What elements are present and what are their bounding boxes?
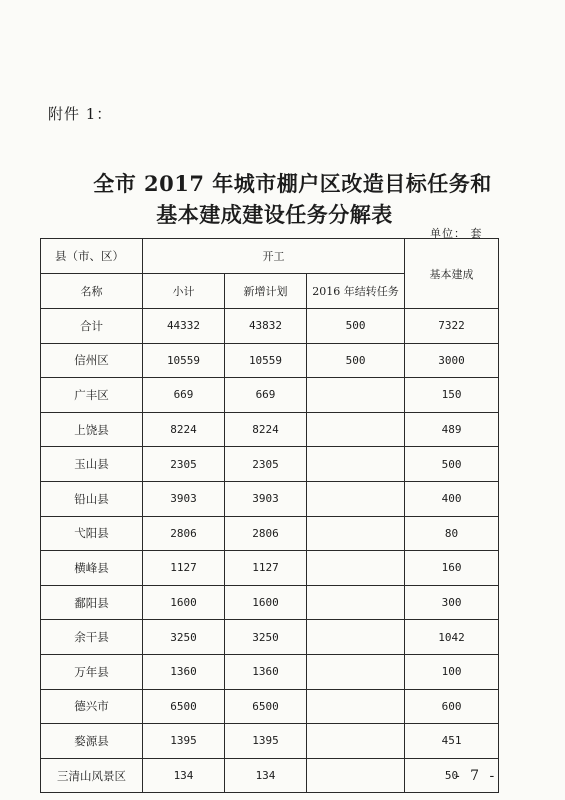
cell-subtotal: 2305	[143, 447, 225, 482]
cell-new-plan: 1395	[225, 724, 307, 759]
cell-carryover	[307, 412, 405, 447]
header-name: 名称	[41, 274, 143, 309]
cell-new-plan: 1127	[225, 551, 307, 586]
row-name: 合计	[41, 309, 143, 344]
table-row	[41, 343, 499, 378]
header-carryover: 2016 年结转任务	[307, 274, 405, 309]
cell-new-plan: 2305	[225, 447, 307, 482]
cell-subtotal: 8224	[143, 412, 225, 447]
cell-new-plan: 1600	[225, 585, 307, 620]
cell-new-plan: 10559	[225, 343, 307, 378]
cell-new-plan: 1360	[225, 654, 307, 689]
cell-subtotal: 3903	[143, 481, 225, 516]
table-row	[41, 309, 499, 344]
table-row	[41, 620, 499, 655]
row-name: 鄱阳县	[41, 585, 143, 620]
cell-carryover	[307, 689, 405, 724]
header-start-group: 开工	[143, 239, 405, 274]
table-row	[41, 412, 499, 447]
cell-subtotal: 6500	[143, 689, 225, 724]
header-new-plan: 新增计划	[225, 274, 307, 309]
unit-label: 单位： 套	[430, 227, 483, 240]
cell-completed: 7322	[405, 309, 499, 344]
row-name: 德兴市	[41, 689, 143, 724]
row-name: 弋阳县	[41, 516, 143, 551]
cell-carryover	[307, 516, 405, 551]
cell-carryover: 500	[307, 343, 405, 378]
cell-completed: 160	[405, 551, 499, 586]
cell-carryover	[307, 758, 405, 793]
cell-carryover	[307, 481, 405, 516]
cell-completed: 400	[405, 481, 499, 516]
document-title-line-1: 全市 2017 年城市棚户区改造目标任务和	[93, 171, 492, 196]
table-row	[41, 481, 499, 516]
cell-carryover	[307, 447, 405, 482]
header-county: 县（市、区）	[41, 239, 143, 274]
cell-carryover	[307, 551, 405, 586]
row-name: 婺源县	[41, 724, 143, 759]
cell-new-plan: 3250	[225, 620, 307, 655]
row-name: 横峰县	[41, 551, 143, 586]
table-row	[41, 758, 499, 793]
cell-completed: 489	[405, 412, 499, 447]
cell-subtotal: 1600	[143, 585, 225, 620]
cell-carryover	[307, 620, 405, 655]
header-completed: 基本建成	[405, 239, 499, 309]
cell-new-plan: 134	[225, 758, 307, 793]
cell-completed: 500	[405, 447, 499, 482]
row-name: 信州区	[41, 343, 143, 378]
cell-subtotal: 134	[143, 758, 225, 793]
cell-completed: 150	[405, 378, 499, 413]
cell-subtotal: 1395	[143, 724, 225, 759]
cell-subtotal: 669	[143, 378, 225, 413]
cell-completed: 451	[405, 724, 499, 759]
cell-carryover	[307, 654, 405, 689]
cell-subtotal: 10559	[143, 343, 225, 378]
table-row	[41, 724, 499, 759]
row-name: 万年县	[41, 654, 143, 689]
table-row	[41, 551, 499, 586]
cell-carryover	[307, 378, 405, 413]
cell-new-plan: 2806	[225, 516, 307, 551]
cell-subtotal: 1127	[143, 551, 225, 586]
table-header-row-1	[41, 239, 499, 274]
cell-new-plan: 8224	[225, 412, 307, 447]
attachment-label: 附件 1：	[48, 105, 113, 123]
table-row	[41, 585, 499, 620]
cell-carryover: 500	[307, 309, 405, 344]
cell-new-plan: 3903	[225, 481, 307, 516]
cell-new-plan: 6500	[225, 689, 307, 724]
row-name: 上饶县	[41, 412, 143, 447]
cell-completed: 100	[405, 654, 499, 689]
cell-completed: 300	[405, 585, 499, 620]
table-row	[41, 654, 499, 689]
cell-completed: 600	[405, 689, 499, 724]
table-row	[41, 447, 499, 482]
cell-subtotal: 2806	[143, 516, 225, 551]
cell-carryover	[307, 724, 405, 759]
cell-subtotal: 44332	[143, 309, 225, 344]
header-subtotal: 小计	[143, 274, 225, 309]
row-name: 三清山风景区	[41, 758, 143, 793]
row-name: 玉山县	[41, 447, 143, 482]
cell-completed: 50	[405, 758, 499, 793]
row-name: 广丰区	[41, 378, 143, 413]
cell-new-plan: 43832	[225, 309, 307, 344]
cell-completed: 80	[405, 516, 499, 551]
cell-subtotal: 3250	[143, 620, 225, 655]
table-row	[41, 516, 499, 551]
table-row	[41, 378, 499, 413]
page-number: - 7 -	[455, 768, 498, 784]
cell-completed: 1042	[405, 620, 499, 655]
row-name: 铅山县	[41, 481, 143, 516]
cell-carryover	[307, 585, 405, 620]
cell-new-plan: 669	[225, 378, 307, 413]
cell-completed: 3000	[405, 343, 499, 378]
row-name: 余干县	[41, 620, 143, 655]
table-row	[41, 689, 499, 724]
task-breakdown-table	[40, 238, 499, 793]
document-title-line-2: 基本建成建设任务分解表	[156, 202, 393, 227]
cell-subtotal: 1360	[143, 654, 225, 689]
